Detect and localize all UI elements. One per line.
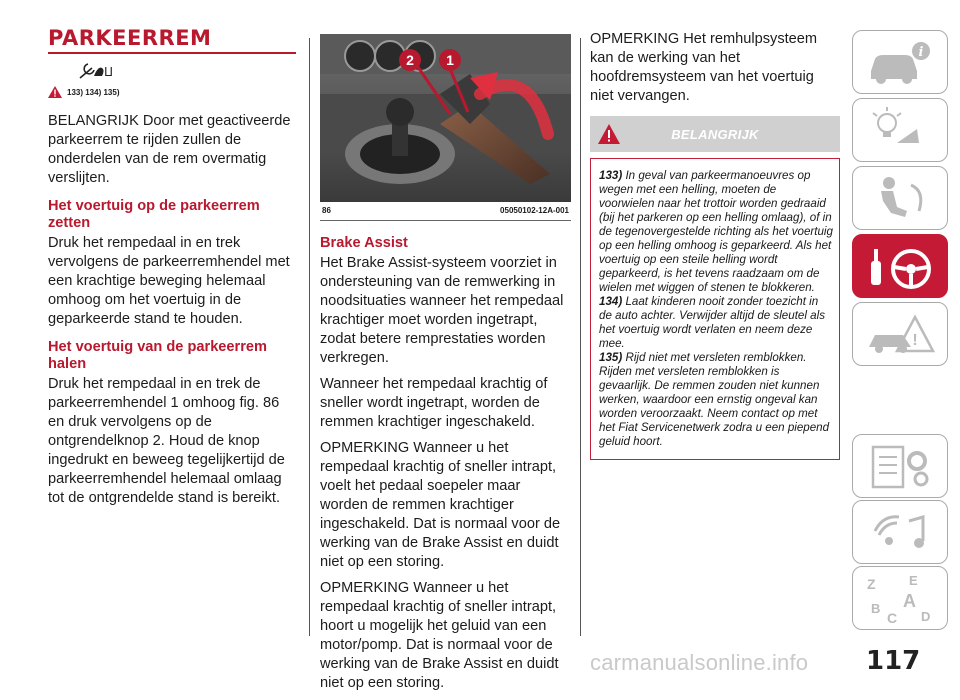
subheading-release: Het voertuig van de parkeerrem halen xyxy=(48,339,267,372)
parking-brake-illustration xyxy=(320,34,571,202)
index-letter: A xyxy=(903,591,916,611)
callout-2: 2 xyxy=(406,52,414,68)
tab-safety[interactable] xyxy=(852,166,948,230)
brake-assist-paragraph-3: OPMERKING Wanneer u het rempedaal krachtig of sneller intrapt, voelt het pedaal soepeler maar worden de remmen krachtiger ingeschakeld. Dat is normaal voor de werking van de Brake Assist en duidt niet op een storing. xyxy=(320,440,561,570)
warning-item: 133) In geval van parkeermanoeuvres op wegen met een helling, moeten de voorwielen naar het trottoir worden gedraaid (bij het parkeren op een helling omlaag), of in de tegenovergestelde richting als het voertuig op een helling omhoog is geparkeerd. Als het voertuig op een steile helling wordt geparkeerd, is het tevens raadzaam om de wielen met wiggen of stenen te blokkeren. xyxy=(599,169,833,294)
tab-starting-driving[interactable] xyxy=(852,234,948,298)
figure-caption-rule xyxy=(320,220,571,221)
column-left xyxy=(48,26,296,515)
figure-code: 05050102-12A-001 xyxy=(500,206,569,215)
column-divider xyxy=(309,38,310,636)
warning-box-header xyxy=(590,116,840,152)
engage-paragraph: Druk het rempedaal in en trek vervolgens de parkeerremhendel met een krachtige beweging helemaal omhoog om het voertuig in de geparkeerde stand te houden. xyxy=(48,235,290,327)
page-number: 117 xyxy=(866,646,921,676)
svg-text:i: i xyxy=(918,45,924,60)
intro-paragraph: BELANGRIJK Door met geactiveerde parkeerrem te rijden zullen de onderdelen van de rem overmatig verslijten. xyxy=(48,113,291,186)
callout-1: 1 xyxy=(446,52,454,68)
warning-lights-icon xyxy=(853,99,949,163)
column-divider xyxy=(580,38,581,636)
index-letter: B xyxy=(871,601,881,616)
release-paragraph: Druk het rempedaal in en trek de parkeerremhendel 1 omhoog fig. 86 en druk vervolgens op de ontgrendelknop 2. Houd de knop ingedrukt en beweeg tegelijkertijd de parkeerremhendel helemaal omlaag tot de ontgrendelde stand is bereikt. xyxy=(48,376,285,506)
service-wrench-icon xyxy=(78,60,296,80)
figure-caption xyxy=(320,202,571,218)
seat-airbag-icon xyxy=(853,167,949,231)
subheading-engage: Het voertuig op de parkeerrem zetten xyxy=(48,198,260,231)
warning-triangle-icon xyxy=(48,86,62,98)
brake-assist-paragraph-2: Wanneer het rempedaal krachtig of sneller wordt ingetrapt, worden de remmen krachtiger ingeschakeld. xyxy=(320,376,548,430)
tab-car-info[interactable] xyxy=(852,30,948,94)
warning-box-label: BELANGRIJK xyxy=(671,127,759,142)
index-letter: E xyxy=(909,573,918,588)
figure-parking-brake xyxy=(320,34,571,202)
key-steering-wheel-icon xyxy=(853,235,949,299)
subheading-brake-assist: Brake Assist xyxy=(320,235,408,251)
tab-alphabetical-index[interactable] xyxy=(852,566,948,630)
svg-text:ⵡ: ⵡ xyxy=(104,65,114,79)
title-underline xyxy=(48,52,296,54)
svg-text:!: ! xyxy=(912,332,918,349)
brake-assist-paragraph-1: Het Brake Assist-systeem voorziet in ondersteuning van de remwerking in noodsituaties wanneer het rempedaal krachtiger moet worden ingetrapt, zodat betere remprestaties worden verkregen. xyxy=(320,255,564,366)
column-right xyxy=(590,30,840,460)
column-middle xyxy=(320,34,571,700)
alphabetical-index-icon xyxy=(853,567,949,631)
tab-emergency[interactable] xyxy=(852,302,948,366)
brake-assist-paragraph-4: OPMERKING Wanneer u het rempedaal krachtig of sneller intrapt, hoort u mogelijk het geluid van een motor/pomp. Dat is normaal voor de werking van de Brake Assist en duidt niet op een storing. xyxy=(320,580,559,691)
index-letter: D xyxy=(921,609,931,624)
warning-references xyxy=(48,86,296,98)
tab-warning-lights[interactable] xyxy=(852,98,948,162)
maintenance-icon xyxy=(853,435,949,499)
tab-multimedia[interactable] xyxy=(852,500,948,564)
tab-maintenance[interactable] xyxy=(852,434,948,498)
watermark: carmanualsonline.info xyxy=(590,650,809,675)
warning-reference-text: 133) 134) 135) xyxy=(67,87,120,97)
index-letter: Z xyxy=(867,576,876,592)
warning-box xyxy=(590,158,840,460)
index-letter: C xyxy=(887,610,898,626)
section-title: PARKEERREM xyxy=(48,26,212,50)
emergency-icon xyxy=(853,303,949,367)
car-info-icon xyxy=(853,31,949,95)
multimedia-icon xyxy=(853,501,949,565)
note-paragraph: OPMERKING Het remhulpsysteem kan de werking van het hoofdremsysteem van het voertuig niet vervangen. xyxy=(590,31,818,104)
warning-item: 135) Rijd niet met versleten remblokken. Rijden met versleten remblokken is gevaarlijk. De remmen zouden niet kunnen werken, waardoor een ernstig ongeval kan worden veroorzaakt. Neem contact op met het Fiat Servicenetwerk zodra u een piepend geluid hoort. xyxy=(599,351,830,448)
warning-item: 134) Laat kinderen nooit zonder toezicht in de auto achter. Verwijder altijd de sleutel als het voertuig wordt verlaten en neem deze mee. xyxy=(599,295,825,350)
figure-number: 86 xyxy=(322,206,331,215)
